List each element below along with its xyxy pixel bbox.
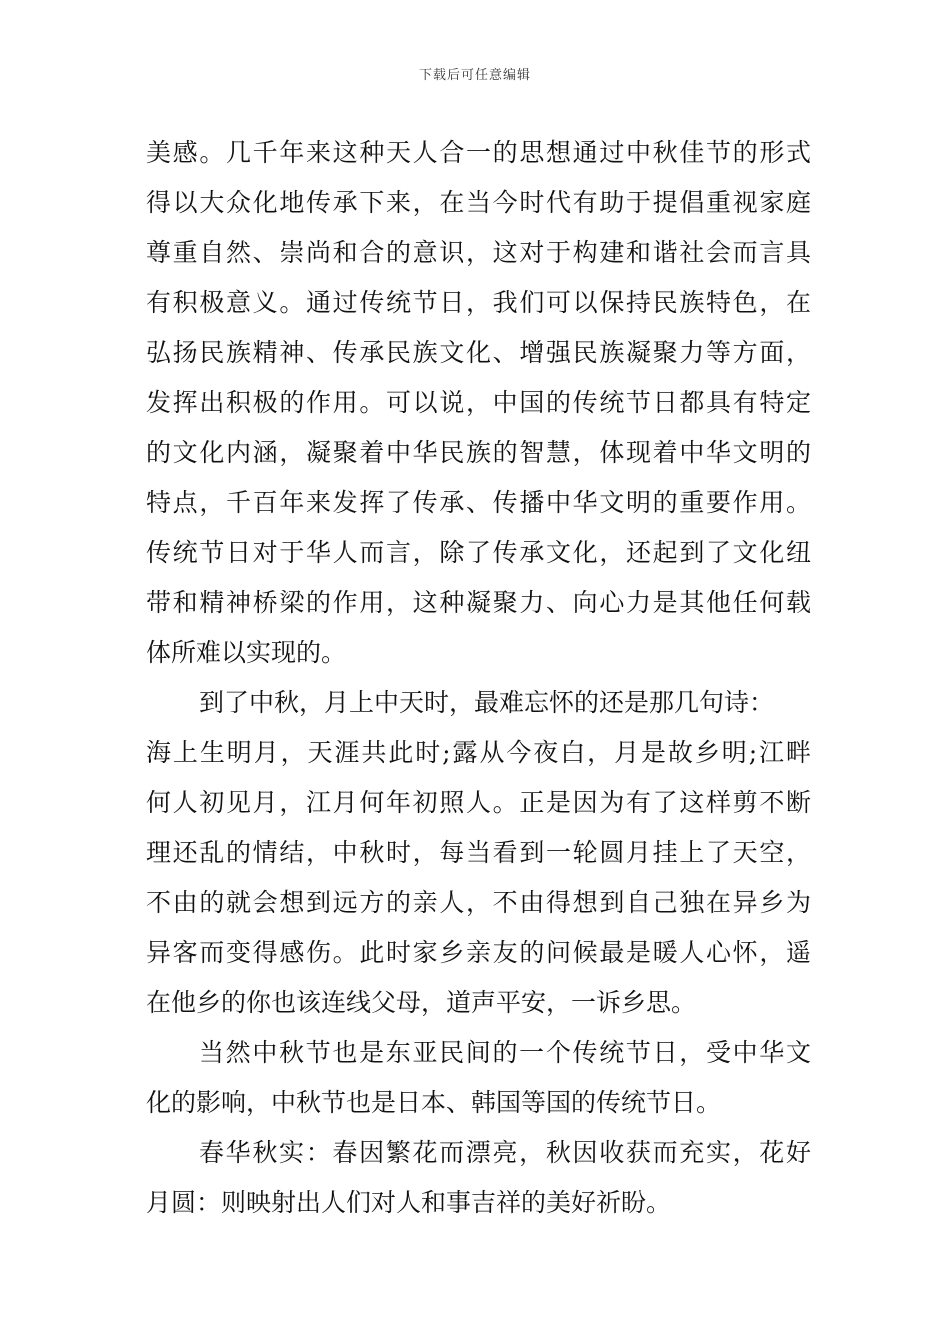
document-body [146,128,811,1228]
text-line: 化的影响，中秋节也是日本、韩国等国的传统节日。 [146,1088,722,1117]
text-line: 不由的就会想到远方的亲人，不由得想到自己独在异乡为 [146,888,811,917]
text-line: 到了中秋，月上中天时，最难忘怀的还是那几句诗： [199,688,775,717]
text-line: 传统节日对于华人而言，除了传承文化，还起到了文化纽 [146,538,811,567]
text-line: 的文化内涵，凝聚着中华民族的智慧，体现着中华文明的 [146,438,811,467]
paragraph [146,1128,811,1228]
text-line: 异客而变得感伤。此时家乡亲友的问候最是暖人心怀，遥 [146,938,811,967]
text-line: 得以大众化地传承下来，在当今时代有助于提倡重视家庭 [146,188,811,217]
text-line: 当然中秋节也是东亚民间的一个传统节日，受中华文 [199,1038,811,1067]
text-line: 理还乱的情结，中秋时，每当看到一轮圆月挂上了天空， [146,838,811,867]
text-line: 尊重自然、崇尚和合的意识，这对于构建和谐社会而言具 [146,238,811,267]
text-line: 特点，千百年来发挥了传承、传播中华文明的重要作用。 [146,488,811,517]
text-line: 体所难以实现的。 [146,638,347,667]
page-header: 下载后可任意编辑 [418,68,531,83]
text-line: 美感。几千年来这种天人合一的思想通过中秋佳节的形式 [146,138,811,167]
text-line: 月圆：则映射出人们对人和事吉祥的美好祈盼。 [146,1188,672,1217]
text-line: 有积极意义。通过传统节日，我们可以保持民族特色，在 [146,288,811,317]
text-line: 春华秋实：春因繁花而漂亮，秋因收获而充实，花好 [199,1138,811,1167]
text-line: 带和精神桥梁的作用，这种凝聚力、向心力是其他任何载 [146,588,811,617]
text-line: 弘扬民族精神、传承民族文化、增强民族凝聚力等方面， [146,338,811,367]
paragraph [146,128,811,678]
text-line: 在他乡的你也该连线父母，道声平安，一诉乡思。 [146,988,697,1017]
text-line: 海上生明月，天涯共此时;露从今夜白，月是故乡明;江畔 [146,738,811,767]
text-line: 何人初见月，江月何年初照人。正是因为有了这样剪不断 [146,788,811,817]
paragraph [146,678,811,1028]
paragraph [146,1028,811,1128]
text-line: 发挥出积极的作用。可以说，中国的传统节日都具有特定 [146,388,811,417]
